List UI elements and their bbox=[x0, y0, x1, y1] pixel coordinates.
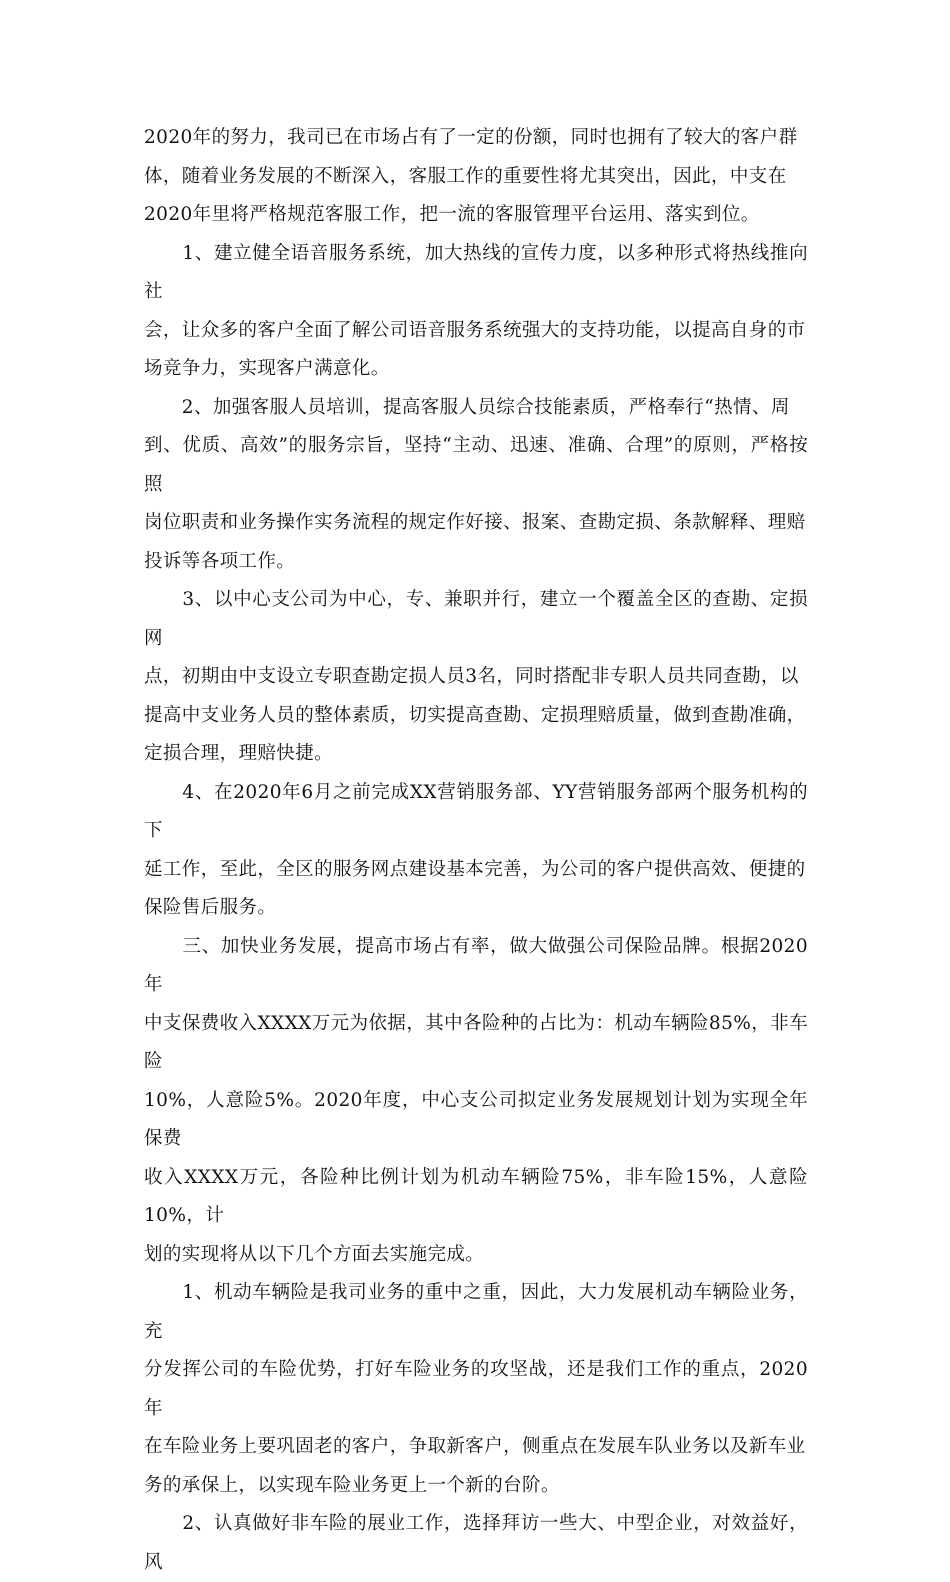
paragraph-business-development: 三、加快业务发展，提高市场占有率，做大做强公司保险品牌。根据2020年 中支保费收入XXXX万元为依据，其中各险种的占比为：机动车辆险85%，非车险 10%，人意险5%。2020年度，中心支公司拟定业务发展规划计划为实现全年保费 收入XXXX万元，各险种比例计划为机动车辆险75%，非车险15%，人意险10%，计 划的实现将从以下几个方面去实施完成。 bbox=[144, 935, 808, 1265]
document-body bbox=[144, 119, 808, 1582]
paragraph-customer-service-intro: 2020年的努力，我司已在市场占有了一定的份额，同时也拥有了较大的客户群 体，随着业务发展的不断深入，客服工作的重要性将尤其突出，因此，中支在 2020年里将严格规范客服工作，把一流的客服管理平台运用、落实到位。 bbox=[144, 127, 798, 225]
paragraph-voice-service-system: 1、建立健全语音服务系统，加大热线的宣传力度，以多种形式将热线推向社 会，让众多的客户全面了解公司语音服务系统强大的支持功能，以提高自身的市 场竞争力，实现客户满意化。 bbox=[144, 242, 808, 379]
paragraph-service-outlets: 4、在2020年6月之前完成XX营销服务部、YY营销服务部两个服务机构的下 延工作，至此，全区的服务网点建设基本完善，为公司的客户提供高效、便捷的 保险售后服务。 bbox=[144, 781, 808, 918]
paragraph-motor-insurance: 1、机动车辆险是我司业务的重中之重，因此，大力发展机动车辆险业务，充 分发挥公司的车险优势，打好车险业务的攻坚战，还是我们工作的重点，2020年 在车险业务上要巩固老的客户，争取新客户，侧重点在发展车队业务以及新车业 务的承保上，以实现车险业务更上一个新的台阶。 bbox=[144, 1282, 808, 1496]
paragraph-non-motor-insurance: 2、认真做好非车险的展业工作，选择拜访一些大、中型企业，对效益好，风 bbox=[144, 1513, 808, 1573]
paragraph-survey-network: 3、以中心支公司为中心，专、兼职并行，建立一个覆盖全区的查勘、定损网 点，初期由中支设立专职查勘定损人员3名，同时搭配非专职人员共同查勘，以 提高中支业务人员的整体素质，切实提高查勘、定损理赔质量，做到查勘准确， 定损合理，理赔快捷。 bbox=[144, 589, 808, 764]
paragraph-staff-training: 2、加强客服人员培训，提高客服人员综合技能素质，严格奉行“热情、周 到、优质、高效”的服务宗旨，坚持“主动、迅速、准确、合理”的原则，严格按照 岗位职责和业务操作实务流程的规定作好接、报案、查勘定损、条款解释、理赔 投诉等各项工作。 bbox=[144, 396, 808, 572]
